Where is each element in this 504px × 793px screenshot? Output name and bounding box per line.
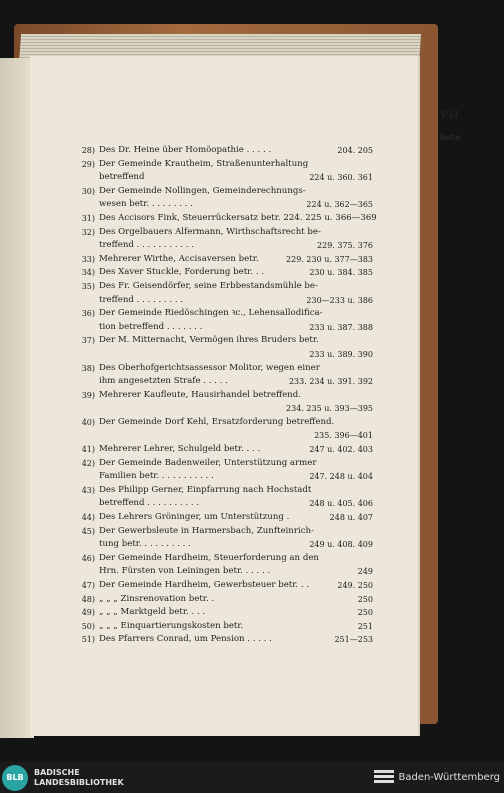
toc-entry xyxy=(73,307,373,334)
page-number: VII xyxy=(439,110,460,121)
entry-line xyxy=(99,171,373,185)
entry-text: Der Gewerbsleute in Harmersbach, Zunfteinrich- xyxy=(99,525,314,536)
entry-text: Mehrerer Wirthe, Accisaversen betr. xyxy=(99,253,259,264)
entry-text: Des Xaver Stuckle, Forderung betr. . . xyxy=(99,267,264,278)
entry-text: Der Gemeinde Riedöschingen ꝛc., Lehensallodifica- xyxy=(99,308,323,319)
entry-line xyxy=(99,158,373,172)
entry-line xyxy=(99,144,373,158)
entry-number: 38) xyxy=(81,363,95,373)
toc-entry xyxy=(73,362,373,389)
entry-line xyxy=(99,525,373,539)
toc-entry xyxy=(73,511,373,525)
entry-text: treffend . . . . . . . . . . . xyxy=(99,240,194,251)
lions-icon xyxy=(374,770,394,784)
entry-number: 40) xyxy=(81,417,95,427)
entry-line xyxy=(99,416,373,430)
entry-line xyxy=(99,497,373,511)
entry-line xyxy=(99,484,373,498)
entry-line xyxy=(99,457,373,471)
entry-page-ref xyxy=(367,334,373,348)
column-label-seite: Seite xyxy=(439,133,460,142)
entry-line xyxy=(99,185,373,199)
entry-number: 47) xyxy=(81,581,95,590)
entry-page-ref xyxy=(367,362,373,376)
entry-page-ref: 248 u. 405. 406 xyxy=(309,499,373,509)
entry-line xyxy=(99,565,373,579)
entry-number: 31) xyxy=(81,213,95,223)
entry-page-ref: 250 xyxy=(357,594,373,604)
entry-text: tung betr. . . . . . . . . . xyxy=(99,539,191,550)
entry-text: Mehrerer Kaufleute, Hausirhandel betreffend. xyxy=(99,389,301,400)
entry-page-ref: 234. 235 u. 393—395 xyxy=(286,404,373,414)
entry-page-ref: 249. 250 xyxy=(337,581,373,590)
entry-page-ref: 247. 248 u. 404 xyxy=(309,472,373,482)
entry-text: „ „ „ Marktgeld betr. . . . xyxy=(99,607,206,618)
toc-entry xyxy=(73,457,373,484)
toc-entry xyxy=(73,579,373,593)
entry-line xyxy=(99,362,373,376)
entry-page-ref: 233 u. 389. 390 xyxy=(309,349,373,359)
entry-text: Der Gemeinde Hardheim, Steuerforderung an den xyxy=(99,552,319,563)
entry-page-ref xyxy=(367,552,373,566)
entry-text: Des Fr. Geisendörfer, seine Erbbestandsmühle be- xyxy=(99,280,318,291)
entry-line xyxy=(99,280,373,294)
entry-number: 35) xyxy=(81,281,95,291)
entry-number: 28) xyxy=(81,146,95,155)
entry-page-ref: 233. 234 u. 391. 392 xyxy=(288,377,373,387)
toc-entry xyxy=(73,389,373,416)
entry-number: 51) xyxy=(81,635,95,645)
toc-entry xyxy=(73,266,373,280)
entry-page-ref: 251 xyxy=(357,621,373,631)
entry-text: betreffend xyxy=(99,172,145,183)
entry-text: Hrn. Fürsten von Leiningen betr. . . . . . xyxy=(99,566,271,577)
entry-line xyxy=(99,389,373,403)
entry-page-ref xyxy=(367,307,373,321)
entry-number: 30) xyxy=(81,186,95,196)
entry-page-ref: 224 u. 360. 361 xyxy=(309,173,373,183)
entry-page-ref xyxy=(367,389,373,403)
entry-line xyxy=(99,294,373,308)
entry-line xyxy=(99,239,373,253)
entry-text: Mehrerer Lehrer, Schulgeld betr. . . . xyxy=(99,444,261,455)
table-of-contents xyxy=(73,144,377,647)
entry-line xyxy=(99,552,373,566)
entry-number: 37) xyxy=(81,336,95,346)
state-name: Baden-Württemberg xyxy=(398,771,500,783)
entry-line xyxy=(99,212,383,226)
left-page-edge xyxy=(0,58,34,738)
entry-number: 34) xyxy=(81,268,95,278)
entry-line xyxy=(99,253,373,267)
entry-text: Des Lehrers Gröninger, um Unterstützung . xyxy=(99,512,290,523)
entry-text: Des Dr. Heine über Homöopathie . . . . . xyxy=(99,145,272,155)
entry-line xyxy=(99,266,373,280)
toc-entry xyxy=(73,144,373,158)
entry-page-ref: 229. 230 u. 377—383 xyxy=(286,254,373,264)
entry-line xyxy=(99,375,373,389)
toc-entry xyxy=(73,552,373,579)
entry-number: 43) xyxy=(81,485,95,495)
toc-entry xyxy=(73,158,373,185)
toc-entry xyxy=(73,416,373,443)
entry-line xyxy=(99,538,373,552)
toc-entry xyxy=(73,253,373,267)
entry-page-ref: 248 u. 407 xyxy=(329,513,373,523)
entry-page-ref: 230 u. 384. 385 xyxy=(309,268,373,278)
entry-text: wesen betr. . . . . . . . . xyxy=(99,199,193,210)
library-name xyxy=(34,768,124,788)
entry-number: 41) xyxy=(81,445,95,455)
toc-entry xyxy=(73,212,377,226)
entry-number: 33) xyxy=(81,254,95,264)
entry-text: Des Orgelbauers Alfermann, Wirthschaftsrecht be- xyxy=(99,226,321,237)
toc-entry xyxy=(73,620,373,634)
entry-number: 44) xyxy=(81,513,95,523)
footer-bar xyxy=(0,762,504,793)
entry-text: ihm angesetzten Strafe . . . . . xyxy=(99,376,228,387)
toc-entry xyxy=(73,606,373,620)
entry-text: Der Gemeinde Krautheim, Straßenunterhaltung xyxy=(99,158,309,169)
entry-page-ref xyxy=(367,158,373,172)
entry-number: 45) xyxy=(81,526,95,536)
entry-line xyxy=(99,348,373,362)
entry-text: „ „ „ Einquartierungskosten betr. xyxy=(99,620,244,631)
entry-line xyxy=(99,470,373,484)
entry-text: Der M. Mitternacht, Vermögen ihres Bruders betr. xyxy=(99,335,319,346)
entry-page-ref xyxy=(367,416,373,430)
toc-entry xyxy=(73,443,373,457)
entry-number: 48) xyxy=(81,594,95,604)
entry-text: Familien betr. . . . . . . . . . . xyxy=(99,471,214,482)
entry-text: betreffend . . . . . . . . . . xyxy=(99,498,200,509)
entry-line xyxy=(99,198,373,212)
entry-line xyxy=(99,307,373,321)
entry-number: 42) xyxy=(81,458,95,468)
entry-line xyxy=(99,593,373,607)
entry-number: 49) xyxy=(81,608,95,618)
toc-entry xyxy=(73,593,373,607)
entry-line xyxy=(99,579,373,593)
entry-line xyxy=(99,511,373,525)
entry-text: Des Accisors Fink, Steuerrückersatz betr. 224. 225 u. 366—369 xyxy=(99,212,377,223)
entry-text: tion betreffend . . . . . . . xyxy=(99,321,203,332)
entry-number: 29) xyxy=(81,159,95,169)
entry-page-ref: 235. 396—401 xyxy=(314,431,373,441)
entry-line xyxy=(99,443,373,457)
entry-page-ref xyxy=(367,525,373,539)
blb-logo[interactable]: BLB xyxy=(2,765,28,791)
entry-page-ref xyxy=(367,280,373,294)
entry-number: 32) xyxy=(81,227,95,237)
entry-page-ref: 249 u. 408. 409 xyxy=(309,540,373,550)
library-name-line1: BADISCHE xyxy=(34,767,80,777)
entry-page-ref xyxy=(367,484,373,498)
library-name-line2: LANDESBIBLIOTHEK xyxy=(34,777,124,787)
entry-page-ref xyxy=(367,185,373,199)
entry-text: Der Gemeinde Dorf Kehl, Ersatzforderung betreffend. xyxy=(99,416,335,427)
entry-text: Des Oberhofgerichtsassessor Molitor, wegen einer xyxy=(99,362,320,373)
entry-page-ref xyxy=(367,226,373,240)
entry-page-ref: 224 u. 362—365 xyxy=(306,200,373,210)
toc-entry xyxy=(73,226,373,253)
entry-page-ref: 204. 205 xyxy=(337,146,373,155)
entry-page-ref: 247 u. 402. 403 xyxy=(309,445,373,455)
state-logo[interactable] xyxy=(374,770,500,784)
entry-line xyxy=(99,334,373,348)
entry-text: Der Gemeinde Nollingen, Gemeinderechnungs- xyxy=(99,185,306,196)
entry-text: treffend . . . . . . . . . xyxy=(99,294,184,305)
entry-page-ref: 230—233 u. 386 xyxy=(306,295,373,305)
entry-line xyxy=(99,620,373,634)
toc-entry xyxy=(73,525,373,552)
toc-entry xyxy=(73,185,373,212)
entry-line xyxy=(99,226,373,240)
toc-entry xyxy=(73,484,373,511)
toc-entry xyxy=(73,633,373,647)
entry-line xyxy=(99,402,373,416)
entry-page-ref xyxy=(377,212,383,226)
entry-number: 39) xyxy=(81,390,95,400)
entry-line xyxy=(99,321,373,335)
entry-page-ref xyxy=(367,457,373,471)
entry-number: 50) xyxy=(81,621,95,631)
toc-entry xyxy=(73,334,373,361)
entry-text: Des Pfarrers Conrad, um Pension . . . . . xyxy=(99,634,272,645)
entry-number: 36) xyxy=(81,309,95,319)
entry-line xyxy=(99,606,373,620)
toc-entry xyxy=(73,280,373,307)
entry-page-ref: 250 xyxy=(357,608,373,618)
entry-number: 46) xyxy=(81,553,95,563)
entry-page-ref: 249 xyxy=(357,567,373,577)
entry-text: Der Gemeinde Hardheim, Gewerbsteuer betr. . . xyxy=(99,580,310,590)
entry-page-ref: 251—253 xyxy=(334,635,373,645)
entry-page-ref: 233 u. 387. 388 xyxy=(309,322,373,332)
entry-text: Der Gemeinde Badenweiler, Unterstützung armer xyxy=(99,457,317,468)
entry-line xyxy=(99,633,373,647)
entry-text: Des Philipp Gerner, Einpfarrung nach Hochstadt xyxy=(99,484,312,495)
entry-page-ref: 229. 375. 376 xyxy=(317,241,373,251)
entry-line xyxy=(99,429,373,443)
entry-text: „ „ „ Zinsrenovation betr. . xyxy=(99,593,215,604)
